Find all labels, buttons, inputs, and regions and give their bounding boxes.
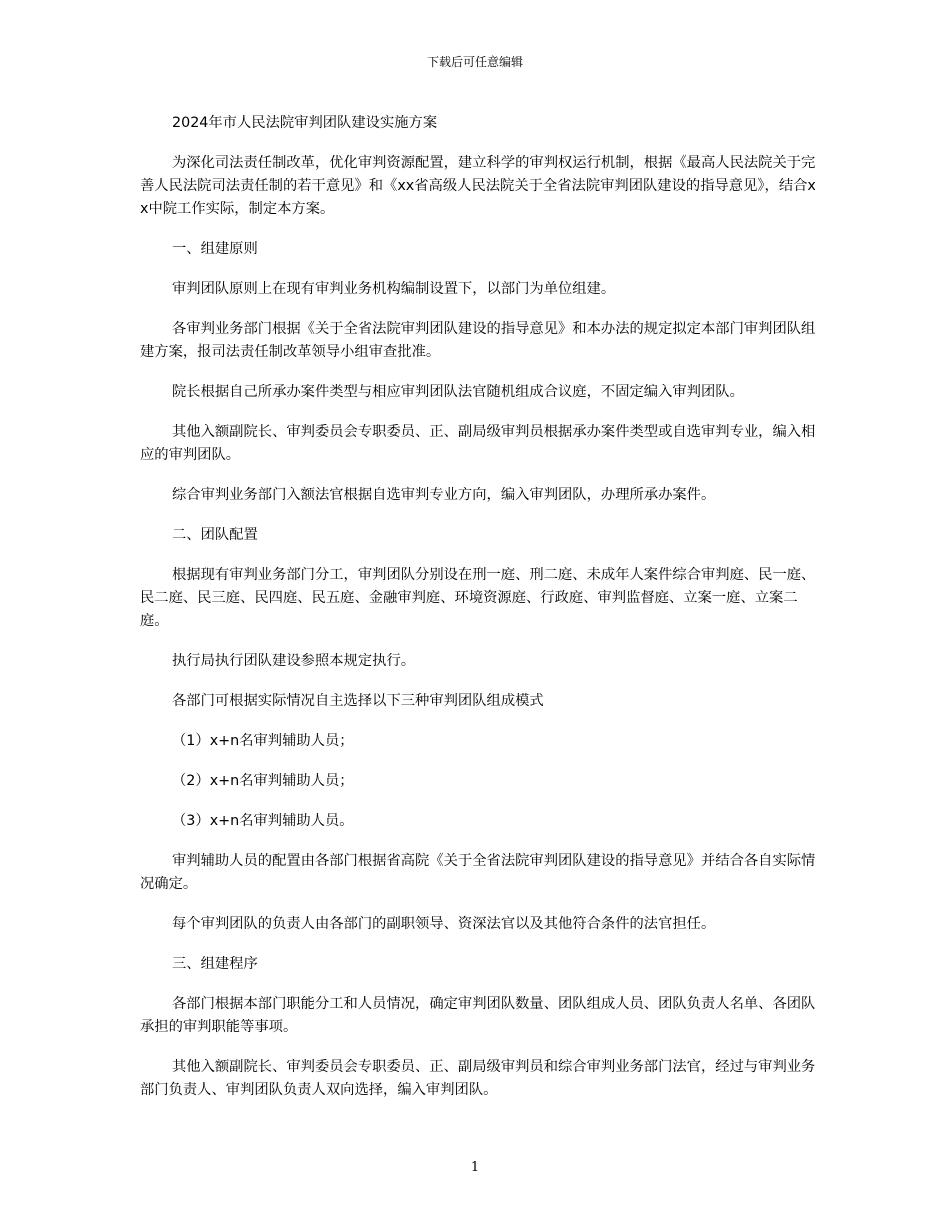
section-heading-configuration: 二、团队配置 xyxy=(172,527,258,543)
document-body xyxy=(140,112,820,1119)
section-heading-principles: 一、组建原则 xyxy=(172,241,258,257)
paragraph: 审判辅助人员的配置由各部门根据省高院《关于全省法院审判团队建设的指导意见》并结合各自实际情况确定。 xyxy=(140,853,816,892)
list-item: （1）x+n名审判辅助人员； xyxy=(172,733,354,749)
paragraph: 各审判业务部门根据《关于全省法院审判团队建设的指导意见》和本办法的规定拟定本部门审判团队组建方案，报司法责任制改革领导小组审查批准。 xyxy=(140,321,816,360)
paragraph: 其他入额副院长、审判委员会专职委员、正、副局级审判员和综合审判业务部门法官，经过与审判业务部门负责人、审判团队负责人双向选择，编入审判团队。 xyxy=(140,1059,816,1098)
paragraph: 各部门根据本部门职能分工和人员情况，确定审判团队数量、团队组成人员、团队负责人名单、各团队承担的审判职能等事项。 xyxy=(140,996,816,1035)
list-item: （2）x+n名审判辅助人员； xyxy=(172,773,354,789)
paragraph: 各部门可根据实际情况自主选择以下三种审判团队组成模式 xyxy=(172,693,544,709)
paragraph: 执行局执行团队建设参照本规定执行。 xyxy=(172,653,416,669)
paragraph: 审判团队原则上在现有审判业务机构编制设置下，以部门为单位组建。 xyxy=(172,281,616,297)
section-heading-procedure: 三、组建程序 xyxy=(172,956,258,972)
paragraph: 院长根据自己所承办案件类型与相应审判团队法官随机组成合议庭，不固定编入审判团队。 xyxy=(172,384,744,400)
list-item: （3）x+n名审判辅助人员。 xyxy=(172,813,354,829)
download-edit-note: 下载后可任意编辑 xyxy=(426,55,523,69)
document-title: 2024年市人民法院审判团队建设实施方案 xyxy=(172,115,438,131)
page-number: 1 xyxy=(470,1160,480,1175)
paragraph: 每个审判团队的负责人由各部门的副职领导、资深法官以及其他符合条件的法官担任。 xyxy=(172,916,716,932)
paragraph-intro: 为深化司法责任制改革，优化审判资源配置，建立科学的审判权运行机制，根据《最高人民法院关于完善人民法院司法责任制的若干意见》和《xx省高级人民法院关于全省法院审判团队建设的指导意见》，结合xx中院工作实际，制定本方案。 xyxy=(140,155,816,217)
paragraph: 根据现有审判业务部门分工，审判团队分别设在刑一庭、刑二庭、未成年人案件综合审判庭、民一庭、民二庭、民三庭、民四庭、民五庭、金融审判庭、环境资源庭、行政庭、审判监督庭、立案一庭、立案二庭。 xyxy=(140,567,816,629)
paragraph: 其他入额副院长、审判委员会专职委员、正、副局级审判员根据承办案件类型或自选审判专业，编入相应的审判团队。 xyxy=(140,424,816,463)
paragraph: 综合审判业务部门入额法官根据自选审判专业方向，编入审判团队，办理所承办案件。 xyxy=(172,487,716,503)
